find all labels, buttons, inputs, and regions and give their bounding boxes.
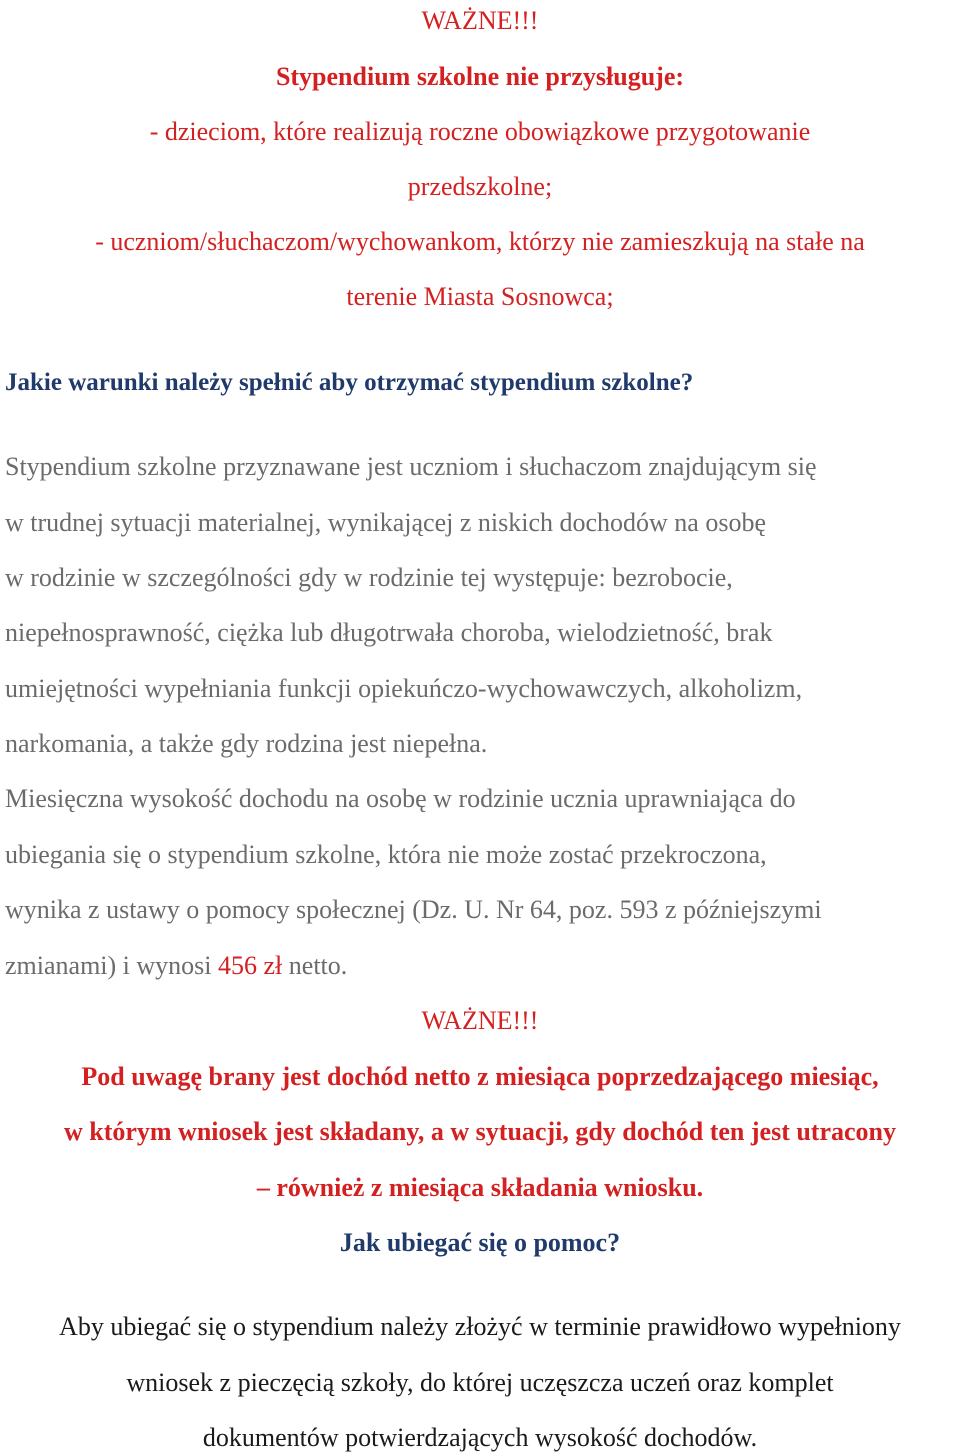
how-to-apply-heading: Jak ubiegać się o pomoc? — [339, 1228, 621, 1257]
not-eligible-heading: Stypendium szkolne nie przysługuje: — [275, 62, 685, 91]
not-eligible-item-1-line-1: - dzieciom, które realizują roczne obowiązkowe przygotowanie — [149, 117, 811, 146]
conditions-p1-line-2: w trudnej sytuacji materialnej, wynikającej z niskich dochodów na osobę — [5, 508, 766, 537]
not-eligible-item-2-line-1: - uczniom/słuchaczom/wychowankom, którzy nie zamieszkują na stałe na — [95, 227, 865, 256]
how-to-apply-line-2: wniosek z pieczęcią szkoły, do której uczęszcza uczeń oraz komplet — [126, 1368, 834, 1397]
how-to-apply-line-1: Aby ubiegać się o stypendium należy złożyć w terminie prawidłowo wypełniony — [59, 1312, 901, 1341]
income-limit-prefix: zmianami) i wynosi — [5, 951, 219, 980]
conditions-p2-line-1: Miesięczna wysokość dochodu na osobę w rodzinie ucznia uprawniająca do — [5, 784, 796, 813]
conditions-p2-line-2: ubiegania się o stypendium szkolne, która nie może zostać przekroczona, — [5, 840, 767, 869]
not-eligible-item-1-line-2: przedszkolne; — [407, 172, 553, 201]
income-limit-suffix: netto. — [282, 951, 348, 980]
warning-heading-top: WAŻNE!!! — [421, 6, 539, 35]
conditions-p1-line-5: umiejętności wypełniania funkcji opiekuńczo-wychowawczych, alkoholizm, — [5, 674, 803, 703]
conditions-p1-line-3: w rodzinie w szczególności gdy w rodzinie tej występuje: bezrobocie, — [5, 563, 733, 592]
not-eligible-item-2-line-2: terenie Miasta Sosnowca; — [346, 282, 614, 311]
conditions-heading: Jakie warunki należy spełnić aby otrzymać stypendium szkolne? — [5, 369, 694, 396]
conditions-p1-line-6: narkomania, a także gdy rodzina jest niepełna. — [5, 729, 488, 758]
conditions-p2-line-4 — [0, 949, 960, 983]
income-note-line-3: – również z miesiąca składania wniosku. — [256, 1173, 704, 1202]
conditions-p2-line-3: wynika z ustawy o pomocy społecznej (Dz. U. Nr 64, poz. 593 z późniejszymi — [5, 895, 822, 924]
conditions-p1-line-4: niepełnosprawność, ciężka lub długotrwała choroba, wielodzietność, brak — [5, 618, 773, 647]
income-note-line-1: Pod uwagę brany jest dochód netto z miesiąca poprzedzającego miesiąc, — [81, 1062, 879, 1091]
income-note-line-2: w którym wniosek jest składany, a w sytuacji, gdy dochód ten jest utracony — [63, 1117, 897, 1146]
how-to-apply-line-3: dokumentów potwierdzających wysokość dochodów. — [202, 1423, 758, 1452]
warning-heading-mid: WAŻNE!!! — [421, 1006, 539, 1035]
conditions-p1-line-1: Stypendium szkolne przyznawane jest uczniom i słuchaczom znajdującym się — [5, 452, 817, 481]
income-limit-amount: 456 zł — [218, 951, 283, 980]
